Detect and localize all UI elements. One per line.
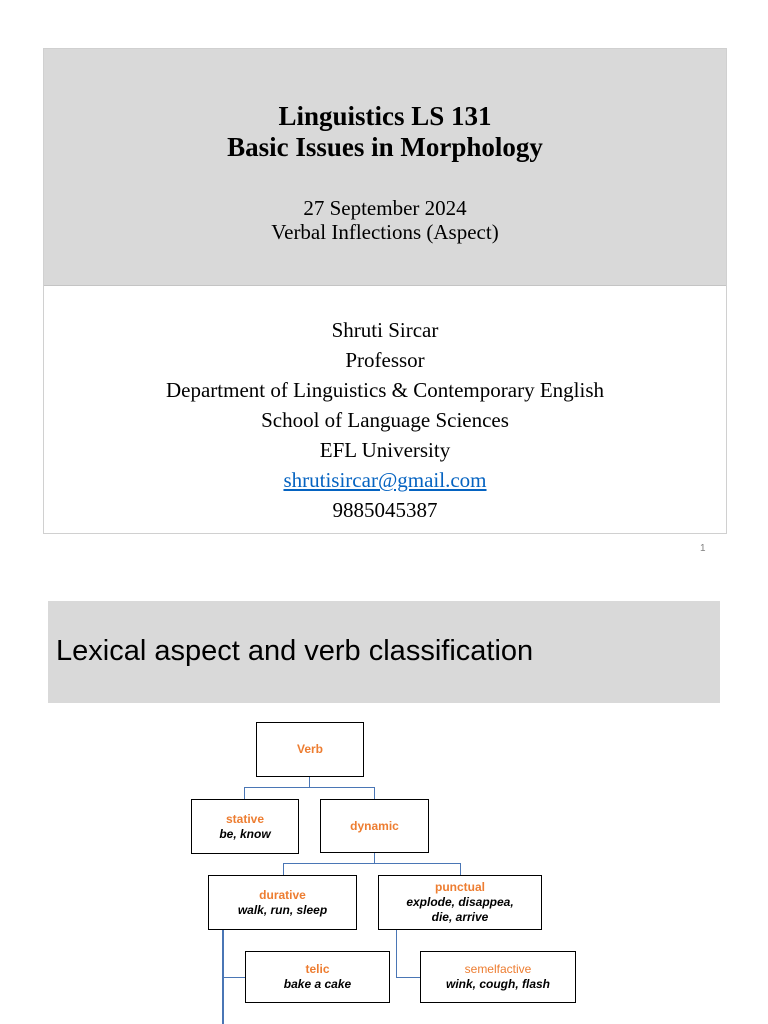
slide-title-bar (48, 601, 720, 703)
title-slide-header (44, 49, 726, 286)
course-title: Linguistics LS 131 (278, 101, 492, 131)
dynamic-node (320, 799, 429, 853)
telic-examples: bake a cake (283, 977, 352, 991)
author-phone: 9885045387 (332, 498, 438, 522)
connector-line (244, 787, 375, 788)
stative-node (191, 799, 299, 854)
author-info (44, 315, 726, 525)
telic-node (245, 951, 390, 1003)
author-school: School of Language Sciences (261, 408, 509, 432)
author-department: Department of Linguistics & Contemporary English (165, 378, 604, 402)
punctual-label: punctual (435, 880, 485, 894)
slide-title: Lexical aspect and verb classification (56, 635, 534, 667)
connector-line (283, 863, 460, 864)
connector-line (396, 929, 397, 977)
lecture-date: 27 September 2024 (303, 196, 467, 220)
stative-label: stative (225, 811, 265, 826)
lecture-topic: Verbal Inflections (Aspect) (271, 220, 499, 244)
verb-label: Verb (296, 742, 323, 756)
course-subtitle: Basic Issues in Morphology (227, 132, 543, 162)
connector-line (460, 863, 461, 875)
durative-node (208, 875, 357, 930)
semelfactive-label: semelfactive (464, 962, 532, 976)
author-university: EFL University (319, 438, 451, 462)
dynamic-label: dynamic (350, 818, 399, 833)
connector-line (283, 863, 284, 875)
punctual-node (378, 875, 542, 930)
telic-label: telic (305, 962, 330, 976)
punctual-examples-line2: die, arrive (431, 910, 489, 924)
durative-label: durative (259, 887, 306, 902)
slide-number: 1 (700, 543, 706, 554)
title-slide (43, 48, 727, 534)
connector-line (396, 977, 421, 978)
connector-line (244, 787, 245, 799)
semelfactive-node (420, 951, 576, 1003)
author-position: Professor (345, 348, 425, 372)
author-name: Shruti Sircar (331, 318, 439, 342)
connector-line (222, 977, 246, 978)
stative-examples: be, know (219, 826, 271, 841)
verb-node (256, 722, 364, 777)
connector-line (374, 787, 375, 799)
semelfactive-examples: wink, cough, flash (445, 977, 550, 991)
email-link[interactable]: shrutisircar@gmail.com (283, 468, 487, 492)
durative-examples: walk, run, sleep (237, 902, 328, 917)
punctual-examples-line1: explode, disappea, (406, 895, 514, 909)
